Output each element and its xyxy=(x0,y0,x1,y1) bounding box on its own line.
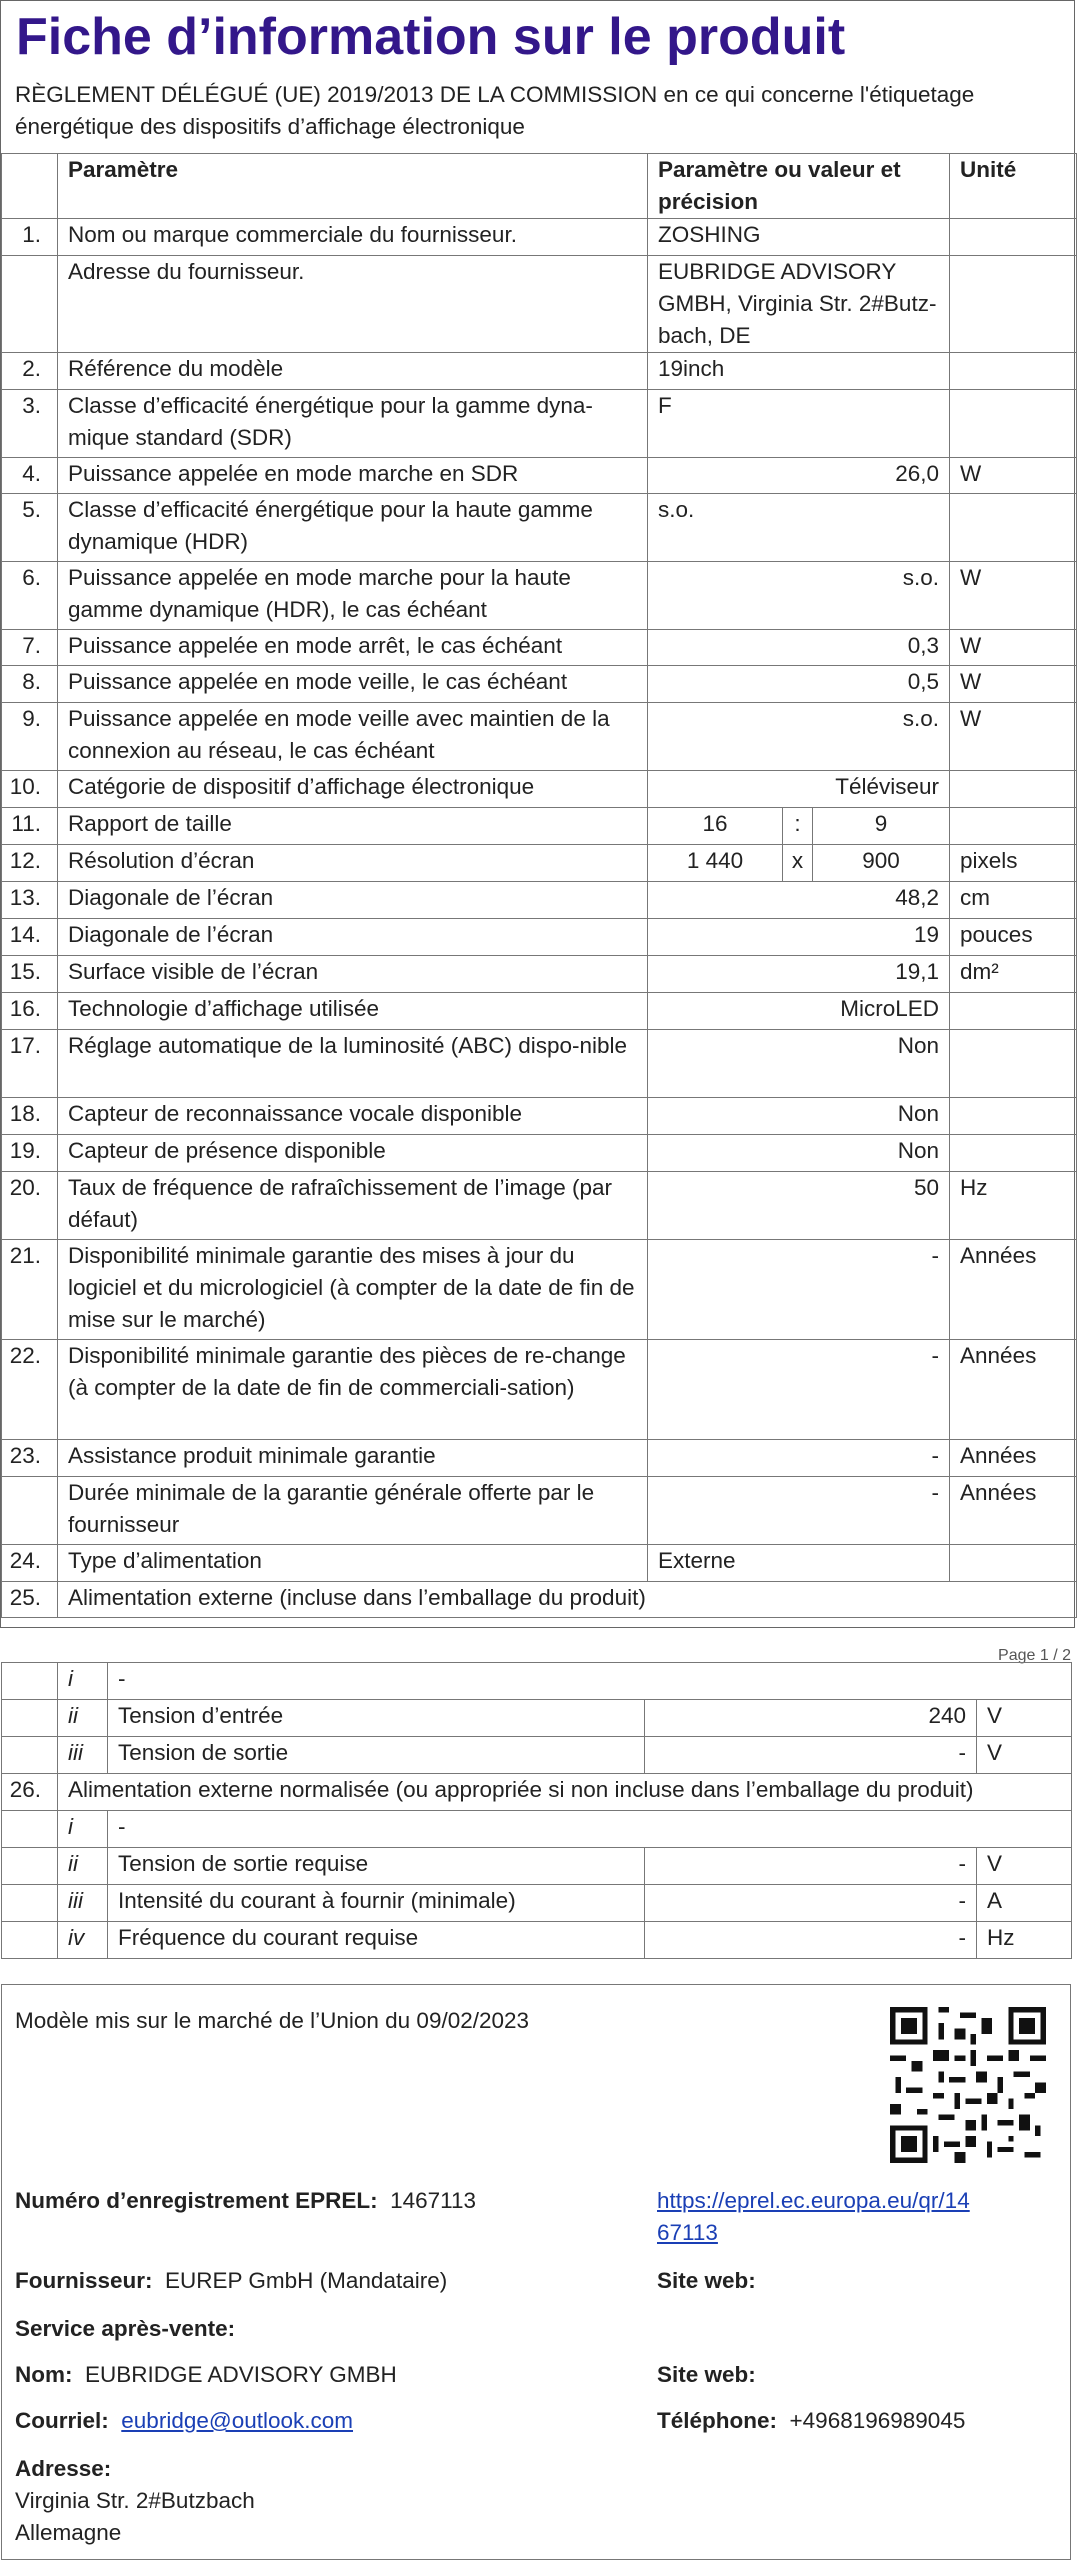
row-number: 12. xyxy=(2,845,58,882)
eprel-link-line-1[interactable]: https://eprel.ec.europa.eu/qr/14 xyxy=(657,2188,970,2213)
row-label: Type d’alimentation xyxy=(58,1545,648,1582)
resolution-width: 1 440 xyxy=(648,845,783,882)
table-row xyxy=(2,458,1077,494)
email-link[interactable]: eubridge@outlook.com xyxy=(121,2408,354,2433)
row-label: Adresse du fournisseur. xyxy=(58,256,648,353)
after-sales-label xyxy=(15,2313,235,2345)
row-unit xyxy=(950,494,1077,562)
row-value: 19 xyxy=(648,919,950,956)
row-label: Diagonale de l’écran xyxy=(58,882,648,919)
row-value: ZOSHING xyxy=(648,219,950,256)
row-roman: iii xyxy=(58,1885,108,1922)
row-label: Puissance appelée en mode veille, le cas échéant xyxy=(58,666,648,703)
table-row xyxy=(2,1885,1072,1922)
row-value: 0,5 xyxy=(648,666,950,703)
row-number: 6. xyxy=(2,562,58,630)
row-label: Puissance appelée en mode marche en SDR xyxy=(58,458,648,494)
row-value: - xyxy=(648,1477,950,1545)
header-num-cell xyxy=(2,154,58,219)
phone-value: +4968196989045 xyxy=(789,2408,966,2433)
after-sales-name xyxy=(15,2359,397,2391)
table-row xyxy=(2,1811,1072,1848)
row-number: 21. xyxy=(2,1240,58,1340)
power-supply-table xyxy=(1,1662,1072,1959)
row-value: 50 xyxy=(648,1172,950,1240)
table-row xyxy=(2,1135,1077,1172)
row-number: 1. xyxy=(2,219,58,256)
table-row xyxy=(2,1848,1072,1885)
row-label: Référence du modèle xyxy=(58,353,648,390)
row-unit: Années xyxy=(950,1240,1077,1340)
row-number xyxy=(2,1737,58,1774)
supplier xyxy=(15,2265,447,2297)
row-label: Classe d’efficacité énergétique pour la haute gamme dynamique (HDR) xyxy=(58,494,648,562)
row-roman: i xyxy=(58,1811,108,1848)
row-value: 48,2 xyxy=(648,882,950,919)
website-label-text: Site web: xyxy=(657,2268,756,2293)
row-unit: A xyxy=(977,1885,1072,1922)
row-value: - xyxy=(645,1922,977,1959)
row-number: 22. xyxy=(2,1340,58,1440)
row-value: - xyxy=(645,1737,977,1774)
row-label: Puissance appelée en mode marche pour la haute gamme dynamique (HDR), le cas échéant xyxy=(58,562,648,630)
row-unit: V xyxy=(977,1737,1072,1774)
qr-code-icon[interactable] xyxy=(890,2007,1046,2163)
row-unit: pouces xyxy=(950,919,1077,956)
after-sales-label-text: Service après-vente: xyxy=(15,2316,236,2341)
row-unit xyxy=(950,390,1077,458)
row-label: Puissance appelée en mode veille avec maintien de la connexion au réseau, le cas échéant xyxy=(58,703,648,771)
table-row xyxy=(2,993,1077,1030)
row-value: s.o. xyxy=(648,703,950,771)
product-info-table xyxy=(1,153,1077,1618)
row-label: Taux de fréquence de rafraîchissement de l’image (par défaut) xyxy=(58,1172,648,1240)
row-label: - xyxy=(108,1811,1072,1848)
row-label: Tension d’entrée xyxy=(108,1700,645,1737)
phone-label: Téléphone: xyxy=(657,2408,778,2433)
row-value: s.o. xyxy=(648,562,950,630)
row-roman: i xyxy=(58,1663,108,1700)
row-roman: ii xyxy=(58,1700,108,1737)
table-row xyxy=(2,808,1077,845)
row-value: - xyxy=(645,1848,977,1885)
table-header-row xyxy=(2,154,1077,219)
row-label: Catégorie de dispositif d’affichage électronique xyxy=(58,771,648,808)
row-value: - xyxy=(645,1885,977,1922)
row-label: Assistance produit minimale garantie xyxy=(58,1440,648,1477)
row-unit xyxy=(950,808,1077,845)
row-label: Puissance appelée en mode arrêt, le cas échéant xyxy=(58,630,648,666)
row-number: 8. xyxy=(2,666,58,703)
row-unit: W xyxy=(950,630,1077,666)
row-value: s.o. xyxy=(648,494,950,562)
row-number xyxy=(2,1700,58,1737)
row-number: 7. xyxy=(2,630,58,666)
eprel-link[interactable] xyxy=(657,2185,1027,2249)
row-roman: ii xyxy=(58,1848,108,1885)
row-unit: Années xyxy=(950,1440,1077,1477)
website-label-2 xyxy=(657,2359,756,2391)
table-row xyxy=(2,919,1077,956)
page-number: Page 1 / 2 xyxy=(998,1647,1071,1664)
table-row xyxy=(2,1582,1077,1618)
email xyxy=(15,2405,353,2437)
page-title: Fiche d’information sur le produit xyxy=(16,8,846,66)
resolution-separator: x xyxy=(783,845,813,882)
row-number xyxy=(2,1885,58,1922)
table-row xyxy=(2,1030,1077,1098)
table-row xyxy=(2,562,1077,630)
row-number: 14. xyxy=(2,919,58,956)
row-label: Fréquence du courant requise xyxy=(108,1922,645,1959)
header-param: Paramètre xyxy=(58,154,648,219)
row-roman: iv xyxy=(58,1922,108,1959)
row-number: 16. xyxy=(2,993,58,1030)
row-unit xyxy=(950,219,1077,256)
row-number xyxy=(2,1922,58,1959)
row-unit xyxy=(950,256,1077,353)
row-number: 23. xyxy=(2,1440,58,1477)
row-number xyxy=(2,1811,58,1848)
row-unit: V xyxy=(977,1700,1072,1737)
row-number: 17. xyxy=(2,1030,58,1098)
market-date: Modèle mis sur le marché de l’Union du 09/02/2023 xyxy=(15,2008,530,2033)
address-line-1: Virginia Str. 2#Butzbach xyxy=(15,2488,255,2513)
row-label: Capteur de présence disponible xyxy=(58,1135,648,1172)
row-unit xyxy=(950,1135,1077,1172)
row-unit xyxy=(950,771,1077,808)
row-unit xyxy=(950,1030,1077,1098)
row-number xyxy=(2,1848,58,1885)
table-row xyxy=(2,703,1077,771)
table-row xyxy=(2,1098,1077,1135)
row-label: Réglage automatique de la luminosité (ABC) dispo-nible xyxy=(58,1030,648,1098)
ratio-width: 16 xyxy=(648,808,783,845)
ratio-separator: : xyxy=(783,808,813,845)
ratio-height: 9 xyxy=(813,808,950,845)
email-label: Courriel: xyxy=(15,2408,109,2433)
row-number: 18. xyxy=(2,1098,58,1135)
table-row xyxy=(2,1663,1072,1700)
row-value: Téléviseur xyxy=(648,771,950,808)
row-unit xyxy=(950,1098,1077,1135)
row-value: Externe xyxy=(648,1545,950,1582)
row-unit: Hz xyxy=(950,1172,1077,1240)
eprel-link-line-2[interactable]: 67113 xyxy=(657,2220,718,2245)
row-unit: Années xyxy=(950,1477,1077,1545)
row-label: Disponibilité minimale garantie des pièces de re-change (à compter de la date de fin de commerciali-sation) xyxy=(58,1340,648,1440)
website-label xyxy=(657,2265,756,2297)
row-label: Alimentation externe normalisée (ou appropriée si non incluse dans l’emballage du produit) xyxy=(58,1774,1072,1811)
row-unit: pixels xyxy=(950,845,1077,882)
row-unit xyxy=(950,1545,1077,1582)
row-label: Disponibilité minimale garantie des mises à jour du logiciel et du micrologiciel (à compter de la date de fin de mise sur le marché) xyxy=(58,1240,648,1340)
table-row xyxy=(2,1477,1077,1545)
table-row xyxy=(2,1545,1077,1582)
table-row xyxy=(2,494,1077,562)
row-value: Non xyxy=(648,1098,950,1135)
resolution-height: 900 xyxy=(813,845,950,882)
row-number: 20. xyxy=(2,1172,58,1240)
row-label: Surface visible de l’écran xyxy=(58,956,648,993)
row-number: 24. xyxy=(2,1545,58,1582)
table-row xyxy=(2,1922,1072,1959)
supplier-label: Fournisseur: xyxy=(15,2268,153,2293)
row-value: 19,1 xyxy=(648,956,950,993)
row-number: 11. xyxy=(2,808,58,845)
table-row xyxy=(2,1240,1077,1340)
row-label: Capteur de reconnaissance vocale disponible xyxy=(58,1098,648,1135)
row-unit xyxy=(950,353,1077,390)
row-number: 13. xyxy=(2,882,58,919)
row-value: MicroLED xyxy=(648,993,950,1030)
row-unit: cm xyxy=(950,882,1077,919)
row-label: Tension de sortie xyxy=(108,1737,645,1774)
row-unit: W xyxy=(950,666,1077,703)
row-number: 26. xyxy=(2,1774,58,1811)
row-label: Durée minimale de la garantie générale offerte par le fournisseur xyxy=(58,1477,648,1545)
address-label: Adresse: xyxy=(15,2456,112,2481)
eprel-registration xyxy=(15,2185,476,2217)
row-number: 25. xyxy=(2,1582,58,1618)
contact-section xyxy=(1,1984,1071,2560)
row-unit: Années xyxy=(950,1340,1077,1440)
row-label: Tension de sortie requise xyxy=(108,1848,645,1885)
row-label: Nom ou marque commerciale du fournisseur. xyxy=(58,219,648,256)
row-value: Non xyxy=(648,1030,950,1098)
table-row xyxy=(2,956,1077,993)
supplier-value: EUREP GmbH (Mandataire) xyxy=(165,2268,448,2293)
row-label: Rapport de taille xyxy=(58,808,648,845)
row-unit: W xyxy=(950,458,1077,494)
header-unit: Unité xyxy=(950,154,1077,219)
row-roman: iii xyxy=(58,1737,108,1774)
row-value: Non xyxy=(648,1135,950,1172)
row-number: 3. xyxy=(2,390,58,458)
header-value: Paramètre ou valeur et précision xyxy=(648,154,950,219)
table-row xyxy=(2,1737,1072,1774)
name-label: Nom: xyxy=(15,2362,73,2387)
table-row xyxy=(2,666,1077,703)
row-label: Résolution d’écran xyxy=(58,845,648,882)
row-unit xyxy=(950,993,1077,1030)
row-label: Alimentation externe (incluse dans l’emballage du produit) xyxy=(58,1582,1077,1618)
table-row xyxy=(2,1700,1072,1737)
address xyxy=(15,2453,255,2549)
row-number: 5. xyxy=(2,494,58,562)
address-line-2: Allemagne xyxy=(15,2520,122,2545)
row-unit: W xyxy=(950,703,1077,771)
row-number: 15. xyxy=(2,956,58,993)
row-value: - xyxy=(648,1240,950,1340)
table-row xyxy=(2,882,1077,919)
row-label: Intensité du courant à fournir (minimale) xyxy=(108,1885,645,1922)
table-row xyxy=(2,630,1077,666)
table-row xyxy=(2,771,1077,808)
table-row xyxy=(2,845,1077,882)
table-row xyxy=(2,1440,1077,1477)
table-row xyxy=(2,1774,1072,1811)
website-label-2-text: Site web: xyxy=(657,2362,756,2387)
row-value: 0,3 xyxy=(648,630,950,666)
row-number: 9. xyxy=(2,703,58,771)
row-value: - xyxy=(648,1440,950,1477)
table-row xyxy=(2,1172,1077,1240)
row-value: 26,0 xyxy=(648,458,950,494)
name-value: EUBRIDGE ADVISORY GMBH xyxy=(85,2362,397,2387)
row-label: Classe d’efficacité énergétique pour la gamme dyna-mique standard (SDR) xyxy=(58,390,648,458)
eprel-number: 1467113 xyxy=(390,2188,477,2213)
row-unit: V xyxy=(977,1848,1072,1885)
table-row xyxy=(2,256,1077,353)
row-label: Diagonale de l’écran xyxy=(58,919,648,956)
table-row xyxy=(2,390,1077,458)
row-number: 4. xyxy=(2,458,58,494)
regulation-subtitle: RÈGLEMENT DÉLÉGUÉ (UE) 2019/2013 DE LA COMMISSION en ce qui concerne l'étiquetage énergétique des dispositifs d’affichage électronique xyxy=(15,82,975,139)
row-value: 240 xyxy=(645,1700,977,1737)
table-row xyxy=(2,353,1077,390)
row-number xyxy=(2,1477,58,1545)
phone xyxy=(657,2405,965,2437)
row-number: 2. xyxy=(2,353,58,390)
row-number: 19. xyxy=(2,1135,58,1172)
table-row xyxy=(2,1340,1077,1440)
row-unit: W xyxy=(950,562,1077,630)
row-number xyxy=(2,256,58,353)
row-label: Technologie d’affichage utilisée xyxy=(58,993,648,1030)
row-unit: dm² xyxy=(950,956,1077,993)
row-value: - xyxy=(648,1340,950,1440)
table-row xyxy=(2,219,1077,256)
row-value: F xyxy=(648,390,950,458)
eprel-label: Numéro d’enregistrement EPREL: xyxy=(15,2188,378,2213)
row-number: 10. xyxy=(2,771,58,808)
row-label: - xyxy=(108,1663,1072,1700)
row-number xyxy=(2,1663,58,1700)
row-value: 19inch xyxy=(648,353,950,390)
row-value: EUBRIDGE ADVISORY GMBH, Virginia Str. 2#Butz-bach, DE xyxy=(648,256,950,353)
row-unit: Hz xyxy=(977,1922,1072,1959)
